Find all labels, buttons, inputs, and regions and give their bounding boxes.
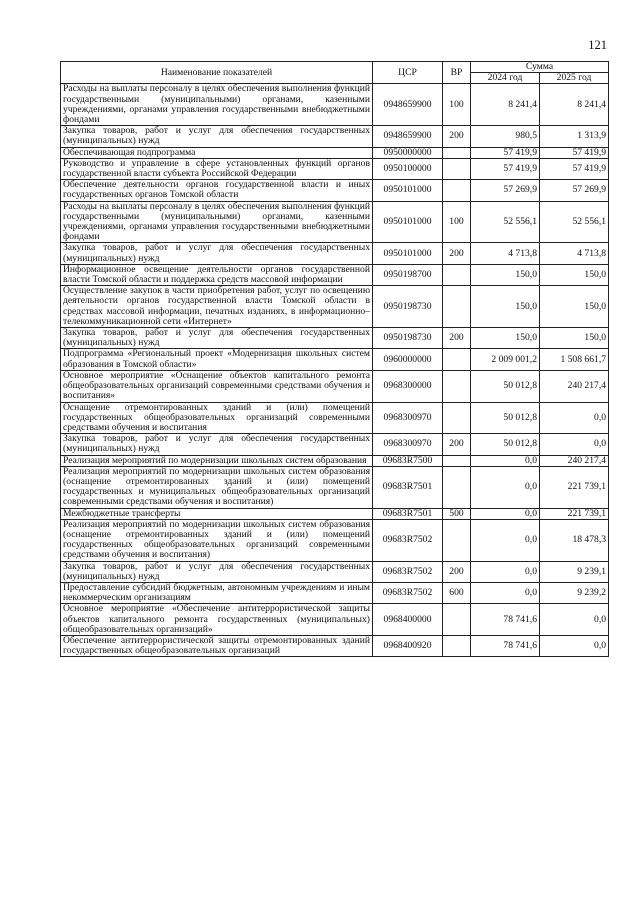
row-vr-cell: [443, 264, 471, 285]
row-csr-cell: 09683R7502: [373, 582, 443, 603]
row-csr-cell: 0950101000: [373, 180, 443, 201]
row-value-2024-cell: 0,0: [471, 519, 540, 561]
table-row: [61, 402, 609, 434]
row-name-cell: Закупка товаров, работ и услуг для обеспечения государственных (муниципальных) нужд: [61, 126, 373, 147]
table-row: [61, 328, 609, 349]
table-row: [61, 519, 609, 561]
row-value-2025-cell: 9 239,2: [540, 582, 609, 603]
table-row: [61, 126, 609, 147]
row-name-cell: Реализация мероприятий по модернизации школьных систем образования: [61, 455, 373, 466]
row-value-2024-cell: 78 741,6: [471, 604, 540, 636]
row-name-cell: Руководство и управление в сфере установленных функций органов государственной власти субъекта Российской Федерации: [61, 158, 373, 179]
table-row: [61, 635, 609, 656]
row-value-2025-cell: 150,0: [540, 328, 609, 349]
row-csr-cell: 09683R7502: [373, 519, 443, 561]
row-value-2025-cell: 240 217,4: [540, 370, 609, 402]
row-vr-cell: 100: [443, 201, 471, 243]
row-vr-cell: [443, 147, 471, 158]
row-name-cell: Обеспечение антитеррористической защиты отремонтированных зданий государственных общеобразовательных организаций: [61, 635, 373, 656]
table-row: [61, 286, 609, 328]
row-name-cell: Подпрограмма «Региональный проект «Модернизация школьных систем образования в Томской области»: [61, 349, 373, 370]
row-csr-cell: 0950101000: [373, 201, 443, 243]
row-csr-cell: 09683R7501: [373, 466, 443, 508]
row-value-2024-cell: 0,0: [471, 508, 540, 519]
table-header: [61, 62, 609, 84]
row-csr-cell: 0968300970: [373, 402, 443, 434]
table-row: [61, 466, 609, 508]
header-vr: ВР: [443, 62, 471, 84]
row-csr-cell: 0950000000: [373, 147, 443, 158]
row-vr-cell: 200: [443, 434, 471, 455]
row-value-2024-cell: 150,0: [471, 264, 540, 285]
row-value-2025-cell: 221 739,1: [540, 466, 609, 508]
row-name-cell: Обеспечивающая подпрограмма: [61, 147, 373, 158]
row-vr-cell: [443, 466, 471, 508]
table-row: [61, 158, 609, 179]
budget-table: [60, 61, 609, 657]
row-vr-cell: [443, 180, 471, 201]
row-name-cell: Основное мероприятие «Обеспечение антитеррористической защиты объектов капитального ремонта государственных (муниципальных) общеобразовательных организаций»: [61, 604, 373, 636]
header-sum: Сумма: [471, 62, 609, 73]
row-value-2024-cell: 980,5: [471, 126, 540, 147]
row-value-2025-cell: 1 508 661,7: [540, 349, 609, 370]
row-csr-cell: 0948659900: [373, 84, 443, 126]
row-value-2024-cell: 2 009 001,2: [471, 349, 540, 370]
row-value-2024-cell: 150,0: [471, 328, 540, 349]
header-year-2024: 2024 год: [471, 73, 540, 84]
row-name-cell: Закупка товаров, работ и услуг для обеспечения государственных (муниципальных) нужд: [61, 434, 373, 455]
row-value-2025-cell: 0,0: [540, 604, 609, 636]
header-csr: ЦСР: [373, 62, 443, 84]
row-value-2025-cell: 240 217,4: [540, 455, 609, 466]
row-vr-cell: 100: [443, 84, 471, 126]
row-csr-cell: 0950198700: [373, 264, 443, 285]
row-value-2024-cell: 4 713,8: [471, 243, 540, 264]
row-vr-cell: [443, 286, 471, 328]
row-name-cell: Осуществление закупок в части приобретения работ, услуг по освещению деятельности органов государственной власти Томской области в средствах массовой информации, печатных изданиях, в информационно–телекоммуникационной сети «Интернет»: [61, 286, 373, 328]
row-name-cell: Реализация мероприятий по модернизации школьных систем образования (оснащение отремонтированных зданий и (или) помещений государственных и муниципальных общеобразовательных организаций современными средствами обучения и воспитания): [61, 466, 373, 508]
row-value-2025-cell: 150,0: [540, 286, 609, 328]
row-value-2025-cell: 221 739,1: [540, 508, 609, 519]
row-csr-cell: 09683R7502: [373, 561, 443, 582]
table-body: [61, 84, 609, 657]
row-name-cell: Межбюджетные трансферты: [61, 508, 373, 519]
row-value-2025-cell: 52 556,1: [540, 201, 609, 243]
row-value-2024-cell: 57 419,9: [471, 158, 540, 179]
table-row: [61, 201, 609, 243]
table-row: [61, 434, 609, 455]
row-vr-cell: 600: [443, 582, 471, 603]
row-value-2024-cell: 50 012,8: [471, 402, 540, 434]
row-value-2024-cell: 0,0: [471, 561, 540, 582]
row-vr-cell: [443, 635, 471, 656]
row-value-2024-cell: 8 241,4: [471, 84, 540, 126]
table-row: [61, 561, 609, 582]
row-vr-cell: [443, 519, 471, 561]
row-value-2025-cell: 9 239,1: [540, 561, 609, 582]
table-row: [61, 582, 609, 603]
row-name-cell: Реализация мероприятий по модернизации школьных систем образования (оснащение отремонтированных зданий и (или) помещений государственных общеобразовательных организаций современными средствами обучения и воспитания): [61, 519, 373, 561]
row-vr-cell: 200: [443, 126, 471, 147]
row-value-2025-cell: 57 419,9: [540, 147, 609, 158]
row-value-2024-cell: 0,0: [471, 582, 540, 603]
row-value-2025-cell: 1 313,9: [540, 126, 609, 147]
row-value-2024-cell: 0,0: [471, 455, 540, 466]
row-vr-cell: [443, 402, 471, 434]
row-value-2025-cell: 0,0: [540, 434, 609, 455]
row-name-cell: Закупка товаров, работ и услуг для обеспечения государственных (муниципальных) нужд: [61, 243, 373, 264]
row-name-cell: Закупка товаров, работ и услуг для обеспечения государственных (муниципальных) нужд: [61, 561, 373, 582]
row-name-cell: Расходы на выплаты персоналу в целях обеспечения выполнения функций государственными (муниципальными) органами, казенными учреждениями, органами управления государственными внебюджетными фондами: [61, 201, 373, 243]
row-csr-cell: 09683R7500: [373, 455, 443, 466]
row-value-2025-cell: 8 241,4: [540, 84, 609, 126]
row-name-cell: Обеспечение деятельности органов государственной власти и иных государственных органов Томской области: [61, 180, 373, 201]
row-value-2025-cell: 0,0: [540, 402, 609, 434]
row-csr-cell: 0968300970: [373, 434, 443, 455]
row-vr-cell: [443, 604, 471, 636]
row-name-cell: Предоставление субсидий бюджетным, автономным учреждениям и иным некоммерческим организациям: [61, 582, 373, 603]
row-vr-cell: 200: [443, 561, 471, 582]
row-value-2024-cell: 52 556,1: [471, 201, 540, 243]
table-row: [61, 349, 609, 370]
row-value-2024-cell: 150,0: [471, 286, 540, 328]
row-csr-cell: 0950198730: [373, 286, 443, 328]
table-row: [61, 604, 609, 636]
row-csr-cell: 0950101000: [373, 243, 443, 264]
row-csr-cell: 0968400000: [373, 604, 443, 636]
row-csr-cell: 0950198730: [373, 328, 443, 349]
row-vr-cell: 200: [443, 243, 471, 264]
row-name-cell: Основное мероприятие «Оснащение объектов капитального ремонта общеобразовательных организаций современными средствами обучения и воспитания»: [61, 370, 373, 402]
row-vr-cell: [443, 158, 471, 179]
row-value-2025-cell: 0,0: [540, 635, 609, 656]
table-row: [61, 264, 609, 285]
row-value-2024-cell: 78 741,6: [471, 635, 540, 656]
table-row: [61, 147, 609, 158]
row-value-2024-cell: 50 012,8: [471, 370, 540, 402]
header-name: Наименование показателей: [61, 62, 373, 84]
table-row: [61, 455, 609, 466]
row-name-cell: Расходы на выплаты персоналу в целях обеспечения выполнения функций государственными (муниципальными) органами, казенными учреждениями, органами управления государственными внебюджетными фондами: [61, 84, 373, 126]
row-csr-cell: 09683R7501: [373, 508, 443, 519]
row-value-2024-cell: 57 419,9: [471, 147, 540, 158]
row-vr-cell: 500: [443, 508, 471, 519]
row-vr-cell: [443, 370, 471, 402]
table-row: [61, 243, 609, 264]
row-value-2025-cell: 57 269,9: [540, 180, 609, 201]
page-number: 121: [588, 38, 607, 52]
table-row: [61, 180, 609, 201]
row-csr-cell: 0950100000: [373, 158, 443, 179]
header-year-2025: 2025 год: [540, 73, 609, 84]
row-value-2025-cell: 4 713,8: [540, 243, 609, 264]
row-value-2025-cell: 150,0: [540, 264, 609, 285]
row-value-2024-cell: 50 012,8: [471, 434, 540, 455]
row-value-2024-cell: 0,0: [471, 466, 540, 508]
row-value-2025-cell: 18 478,3: [540, 519, 609, 561]
row-csr-cell: 0960000000: [373, 349, 443, 370]
row-name-cell: Оснащение отремонтированных зданий и (или) помещений государственных общеобразовательных организаций современными средствами обучения и воспитания: [61, 402, 373, 434]
row-name-cell: Закупка товаров, работ и услуг для обеспечения государственных (муниципальных) нужд: [61, 328, 373, 349]
table-row: [61, 370, 609, 402]
row-csr-cell: 0968400920: [373, 635, 443, 656]
row-vr-cell: [443, 349, 471, 370]
row-value-2025-cell: 57 419,9: [540, 158, 609, 179]
row-csr-cell: 0968300000: [373, 370, 443, 402]
row-vr-cell: 200: [443, 328, 471, 349]
row-value-2024-cell: 57 269,9: [471, 180, 540, 201]
row-vr-cell: [443, 455, 471, 466]
table-row: [61, 84, 609, 126]
row-csr-cell: 0948659900: [373, 126, 443, 147]
table-row: [61, 508, 609, 519]
row-name-cell: Информационное освещение деятельности органов государственной власти Томской области и поддержка средств массовой информации: [61, 264, 373, 285]
